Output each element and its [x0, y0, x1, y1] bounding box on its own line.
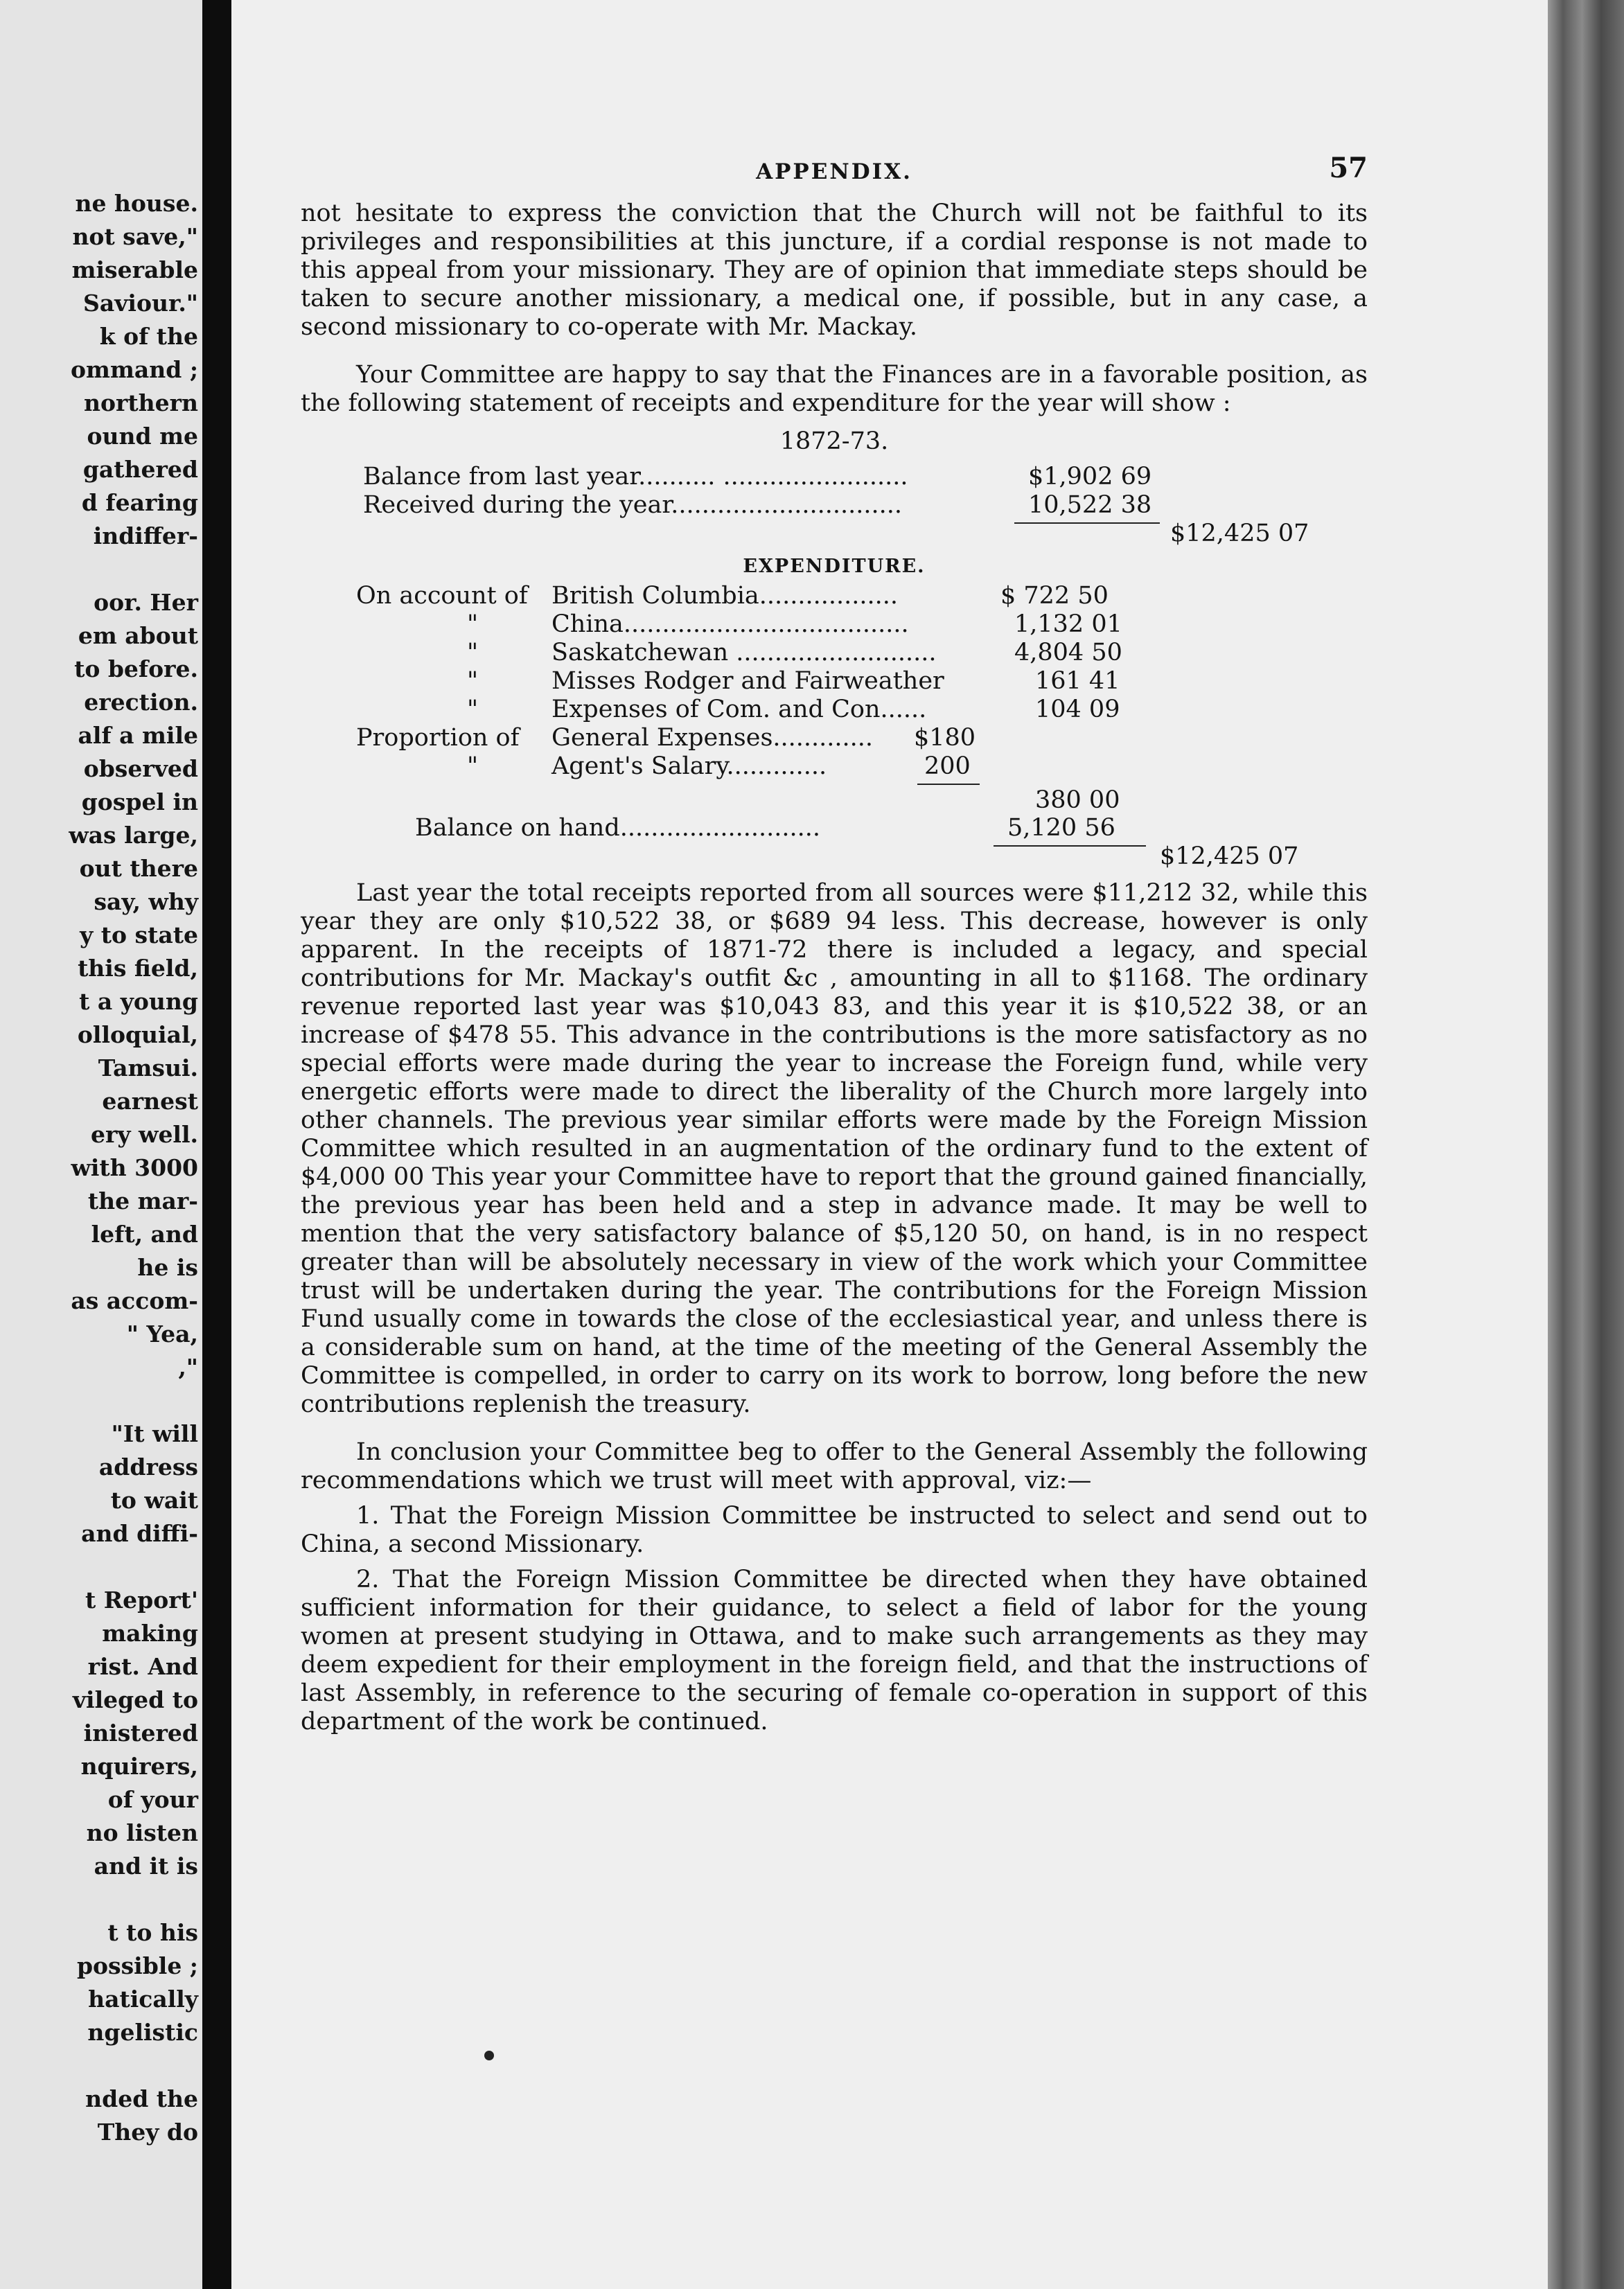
paragraph-finances-intro: Your Committee are happy to say that the Finances are in a favorable position, as the following statement of receipts and expenditure for the year will show : — [301, 361, 1368, 417]
facing-page-line: " Yea, — [126, 1320, 198, 1347]
facing-page-line: he is — [137, 1254, 198, 1281]
facing-page-line: inistered — [83, 1720, 198, 1747]
facing-page-line: no listen — [86, 1819, 198, 1846]
expenditure-heading: EXPENDITURE. — [743, 556, 926, 577]
facing-page-line: observed — [83, 755, 198, 782]
expenditure-amount: 1,132 01 — [1014, 610, 1122, 638]
rule — [917, 784, 980, 785]
receipt-amount: 10,522 38 — [1028, 491, 1152, 519]
facing-page-text — [69, 187, 198, 2149]
running-title: APPENDIX. — [756, 159, 912, 184]
facing-page-line: this field, — [78, 955, 198, 982]
facing-page-line: with 3000 — [71, 1154, 198, 1181]
receipt-row — [301, 491, 1368, 520]
running-header — [301, 152, 1368, 200]
paragraph-receipts-analysis: Last year the total receipts reported from all sources were $11,212 32, while this year they are only $10,522 38, or $689 94 less. This decrease, however is only apparent. In the receipts of 1871-72 there is included a legacy, and special contributions for Mr. Mackay's outfit &c , amounting in all to $1168. The ordinary revenue reported last year was $10,043 83, and this year it is $10,522 38, or an increase of $478 55. This advance in the contributions is the more satisfactory as no special efforts were made during the year to increase the Foreign fund, while very energetic efforts were made to direct the liberality of the Church more largely into other channels. The previous year similar efforts were made by the Foreign Mission Committee which resulted in an augmentation of the ordinary fund to the extent of $4,000 00 This year your Committee have to report that the ground gained financially, the previous year has been held and a step in advance made. It may be well to mention that the very satisfactory balance of $5,120 50, on hand, is in no respect greater than will be absolutely necessary in view of the work which your Committee trust will be undertaken during the year. The contributions for the Foreign Mission Fund usually come in towards the close of the ecclesiastical year, and unless there is a considerable sum on hand, at the time of the meeting of the General Assembly the Committee is compelled, in order to carry on its work to borrow, long before the new contributions replenish the treasury. — [301, 879, 1368, 1418]
facing-page-line: address — [98, 1453, 198, 1481]
expenditure-amount: 161 41 — [1035, 667, 1120, 695]
facing-page-line: northern — [84, 389, 198, 416]
facing-page-line: and diffi- — [81, 1520, 198, 1547]
facing-page-line: making — [102, 1620, 198, 1647]
facing-page-line: y to state — [80, 921, 198, 948]
facing-page-line: gathered — [82, 456, 198, 483]
expenditure-row — [301, 639, 1368, 667]
facing-page-line: ," — [178, 1354, 198, 1381]
facing-page-line: ery well. — [90, 1121, 198, 1148]
book-page — [231, 0, 1548, 2289]
facing-page-line: d fearing — [81, 489, 198, 516]
ink-dot — [484, 2051, 494, 2060]
expenditure-row — [301, 667, 1368, 696]
facing-page-line: was large, — [69, 822, 198, 849]
facing-page-line: earnest — [102, 1088, 198, 1115]
facing-page-line: k of the — [99, 323, 198, 350]
expenditure-label: Expenses of Com. and Con...... — [551, 696, 927, 723]
facing-page-line: erection. — [84, 689, 198, 716]
facing-page — [0, 0, 202, 2289]
general-expense-label: Agent's Salary............. — [551, 752, 827, 780]
facing-page-line — [69, 2049, 198, 2083]
facing-page-line: to before. — [74, 655, 198, 682]
facing-page-line: Tamsui. — [98, 1054, 198, 1081]
facing-page-line: ound me — [87, 423, 198, 450]
recommendation-2: 2. That the Foreign Mission Committee be directed when they have obtained sufficient information for their guidance, to select a field of labor for the young women at present studying in Ottawa, and to make such arrangements as they may deem expedient for their employment in the foreign field, and that the instructions of last Assembly, in reference to the securing of female co-operation in support of this department of the work be continued. — [301, 1566, 1368, 1735]
expenditure-row — [301, 610, 1368, 639]
receipts-total-row — [301, 520, 1368, 548]
expenditure-prefix: On account of — [356, 582, 528, 610]
facing-page-line: and it is — [94, 1853, 198, 1880]
ditto-mark: " — [467, 610, 479, 638]
facing-page-line: not save," — [72, 223, 198, 250]
page-number: 57 — [1329, 152, 1368, 184]
facing-page-line: alf a mile — [78, 722, 198, 749]
general-expense-row — [301, 752, 1368, 781]
facing-page-line: olloquial, — [77, 1021, 198, 1048]
expenditure-total-row — [301, 842, 1368, 871]
balance-label: Balance on hand.......................... — [415, 814, 820, 842]
facing-page-line: the mar- — [87, 1187, 198, 1214]
general-expense-prefix: Proportion of — [356, 724, 520, 752]
expenditure-row — [301, 696, 1368, 724]
paragraph-conclusion: In conclusion your Committee beg to offer to the General Assembly the following recommendations which we trust will meet with approval, viz:— — [301, 1438, 1368, 1494]
balance-amount: 5,120 56 — [1007, 814, 1115, 842]
rule — [1014, 522, 1160, 524]
facing-page-line: out there — [79, 855, 198, 882]
facing-page-line: "It will — [111, 1420, 198, 1447]
facing-page-line: t a young — [79, 988, 198, 1015]
facing-page-line: gospel in — [81, 788, 198, 815]
expenditure-amount: 104 09 — [1035, 696, 1120, 723]
facing-page-line: hatically — [88, 1986, 198, 2013]
facing-page-line: t to his — [107, 1919, 198, 1946]
facing-page-line: indiffer- — [93, 522, 198, 549]
expenditure-amount: $ 722 50 — [1000, 582, 1109, 610]
facing-page-line: of your — [107, 1786, 198, 1813]
expenditure-total: $12,425 07 — [1160, 842, 1299, 870]
ditto-mark: " — [467, 667, 479, 695]
balance-row — [301, 814, 1368, 842]
facing-page-line: as accom- — [71, 1287, 198, 1314]
recommendation-1: 1. That the Foreign Mission Committee be instructed to select and send out to China, a second Missionary. — [301, 1502, 1368, 1558]
paragraph-mission-appeal: not hesitate to express the conviction that the Church will not be faithful to its privileges and responsibilities at this juncture, if a cordial response is not made to this appeal from your missionary. They are of opinion that immediate steps should be taken to secure another missionary, a medical one, if possible, but in any case, a second missionary to co-operate with Mr. Mackay. — [301, 200, 1368, 341]
expenditure-amount: 4,804 50 — [1014, 639, 1122, 666]
page-content — [301, 152, 1368, 1736]
facing-page-line — [69, 1550, 198, 1584]
receipt-row — [301, 463, 1368, 491]
facing-page-line: left, and — [91, 1221, 198, 1248]
facing-page-line — [69, 1883, 198, 1916]
facing-page-line: nded the — [85, 2085, 198, 2112]
rule — [994, 845, 1146, 847]
receipt-label: Received during the year.............................. — [363, 491, 902, 519]
facing-page-line — [69, 1384, 198, 1417]
general-expense-label: General Expenses............. — [551, 724, 874, 752]
facing-page-line: ne house. — [75, 190, 198, 217]
expenditure-row — [301, 582, 1368, 610]
facing-page-line: ngelistic — [87, 2019, 198, 2046]
receipts-total: $12,425 07 — [1170, 520, 1309, 547]
expenditure-label: Misses Rodger and Fairweather — [551, 667, 944, 695]
general-expense-amount: $180 — [914, 724, 976, 752]
facing-page-line: ommand ; — [71, 356, 198, 383]
facing-page-line: vileged to — [72, 1686, 198, 1713]
receipt-amount: $1,902 69 — [1028, 463, 1152, 491]
facing-page-line: to wait — [110, 1487, 198, 1514]
facing-page-line: say, why — [94, 888, 198, 915]
facing-page-line: miserable — [71, 256, 198, 283]
general-subtotal-row — [301, 781, 1368, 814]
page-edges — [1548, 0, 1624, 2289]
general-expense-row — [301, 724, 1368, 752]
financial-statement — [301, 427, 1368, 871]
facing-page-line: nquirers, — [80, 1753, 198, 1780]
facing-page-line: em about — [78, 622, 198, 649]
facing-page-line: They do — [97, 2119, 198, 2146]
facing-page-line: rist. And — [87, 1653, 198, 1680]
ditto-mark: " — [467, 639, 479, 666]
facing-page-line: Saviour." — [83, 290, 198, 317]
statement-year: 1872-73. — [779, 427, 889, 455]
general-subtotal: 380 00 — [1035, 786, 1120, 814]
book-gutter — [202, 0, 231, 2289]
general-expense-amount: 200 — [924, 752, 971, 780]
facing-page-line: possible ; — [76, 1952, 198, 1979]
facing-page-line: oor. Her — [94, 589, 198, 616]
facing-page-line — [69, 553, 198, 586]
receipt-label: Balance from last year.......... ........................ — [363, 463, 908, 491]
expenditure-label: Saskatchewan .......................... — [551, 639, 937, 666]
expenditure-label: British Columbia.................. — [551, 582, 899, 610]
ditto-mark: " — [467, 696, 479, 723]
ditto-mark: " — [467, 752, 479, 780]
expenditure-label: China..................................... — [551, 610, 909, 638]
facing-page-line: t Report' — [85, 1587, 198, 1614]
